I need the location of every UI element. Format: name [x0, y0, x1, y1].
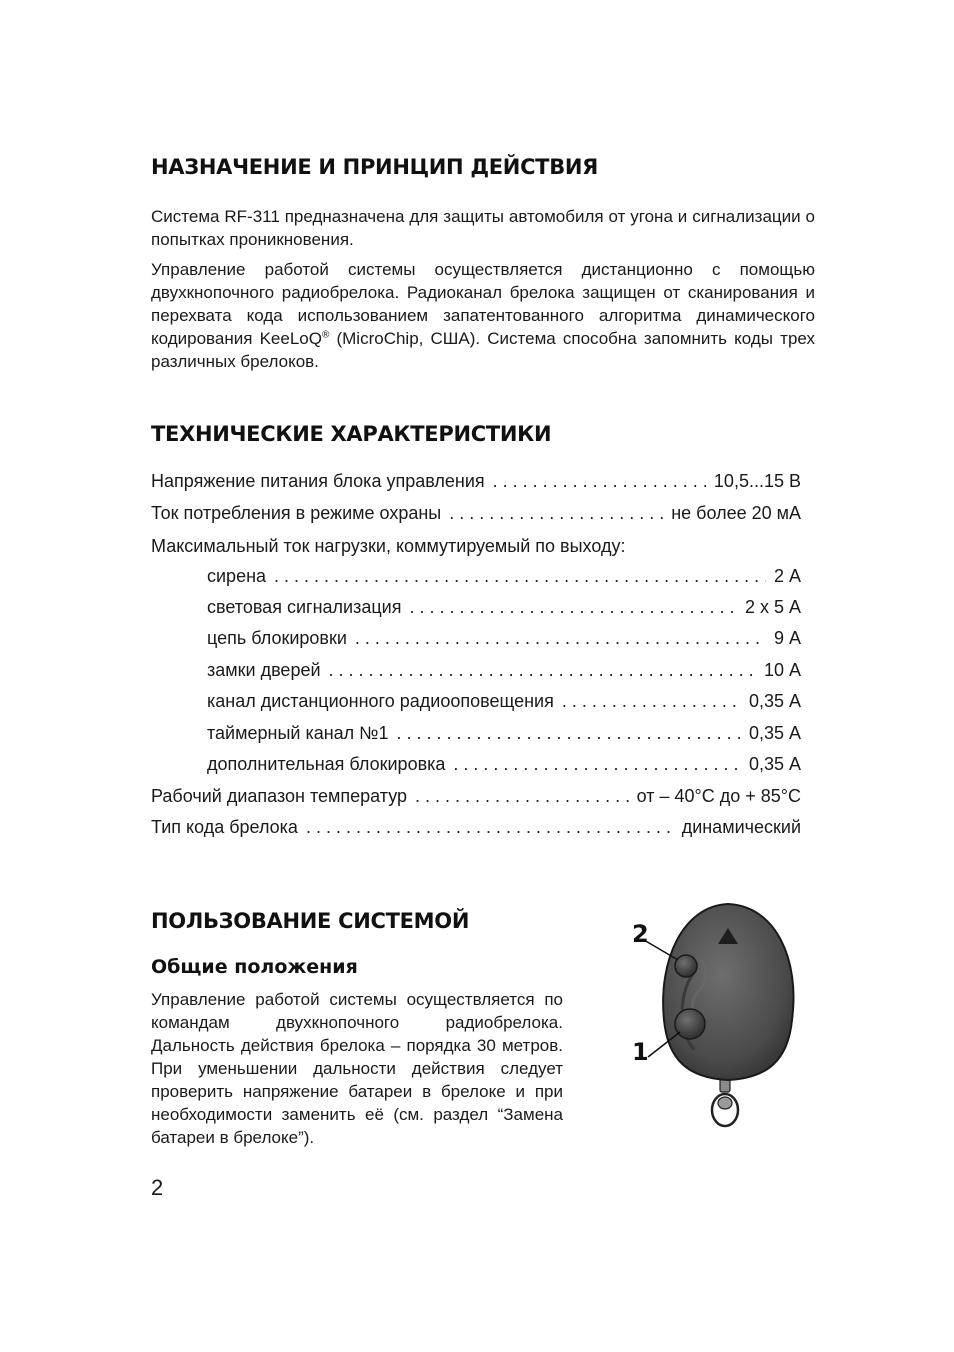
spec-value: 10 А	[763, 660, 801, 680]
spec-label: дополнительная блокировка	[207, 754, 446, 774]
spec-value: 10,5...15 В	[713, 471, 801, 491]
spec-label: таймерный канал №1	[207, 723, 389, 743]
spec-label: Рабочий диапазон температур	[151, 786, 408, 806]
spec-row-load	[207, 691, 801, 717]
spec-value: 2 А	[773, 566, 801, 586]
spec-value: от – 40°С до + 85°С	[636, 786, 801, 806]
paragraph-purpose: Система RF-311 предназначена для защиты автомобиля от угона и сигнализации о попытках проникновения.	[151, 207, 815, 249]
spec-row-load	[207, 723, 801, 749]
spec-row-load	[207, 660, 801, 686]
spec-row-load	[207, 566, 801, 592]
registered-mark: ®	[321, 329, 330, 341]
spec-value: не более 20 мА	[671, 503, 801, 523]
spec-row-load	[207, 628, 801, 654]
leader-dots	[306, 817, 674, 838]
button-2-icon	[675, 955, 697, 977]
paragraph-control-part2: (MicroChip, США). Система способна запомнить коды трех различных брелоков.	[151, 329, 815, 371]
leader-dots	[449, 503, 663, 524]
spec-value: 0,35 А	[748, 723, 801, 743]
leader-dots	[562, 691, 741, 712]
callout-label-1: 1	[632, 1038, 649, 1066]
paragraph-control-part1: Управление работой системы осуществляется дистанционно с помощью двухкнопочного радиобрелока. Радиоканал брелока защищен от сканирования и перехвата кода использованием запатентованного алгоритма динамического кодирования KeeLoQ	[151, 260, 815, 348]
leader-dots	[274, 566, 766, 587]
leader-dots	[409, 597, 737, 618]
leader-dots	[329, 660, 756, 681]
spec-row-code-type	[151, 817, 801, 843]
leader-dots	[355, 628, 766, 649]
leader-dots	[397, 723, 741, 744]
spec-value: динамический	[681, 817, 801, 837]
paragraph-control	[151, 258, 815, 373]
section-title-purpose: НАЗНАЧЕНИЕ И ПРИНЦИП ДЕЙСТВИЯ	[151, 155, 599, 179]
leader-dots	[453, 754, 741, 775]
spec-row-load	[207, 597, 801, 623]
spec-label: Напряжение питания блока управления	[151, 471, 485, 491]
spec-value: 0,35 А	[748, 754, 801, 774]
spec-value: 2 х 5 А	[744, 597, 801, 617]
section-title-usage: ПОЛЬЗОВАНИЕ СИСТЕМОЙ	[151, 909, 470, 933]
key-fob-illustration	[628, 900, 828, 1145]
spec-row-temperature	[151, 786, 801, 812]
leader-dots	[415, 786, 629, 807]
spec-label: световая сигнализация	[207, 597, 402, 617]
spec-value: 0,35 А	[748, 691, 801, 711]
paragraph-usage: Управление работой системы осуществляется по командам двухкнопочного радиобрелока. Дальность действия брелока – порядка 30 метров. При уменьшении дальности действия следует проверить напряжение батареи в брелоке и при необходимости заменить её (см. раздел “Замена батареи в брелоке”).	[151, 990, 563, 1147]
spec-label: канал дистанционного радиооповещения	[207, 691, 554, 711]
page-number: 2	[151, 1175, 164, 1200]
spec-value: 9 А	[773, 628, 801, 648]
spec-label: Ток потребления в режиме охраны	[151, 503, 442, 523]
leader-dots	[493, 471, 706, 492]
spec-max-load-intro: Максимальный ток нагрузки, коммутируемый по выходу:	[151, 536, 626, 556]
key-ring-icon	[712, 1078, 738, 1126]
section-title-specs: ТЕХНИЧЕСКИЕ ХАРАКТЕРИСТИКИ	[151, 422, 552, 446]
callout-label-2: 2	[632, 920, 649, 948]
spec-row-load	[207, 754, 801, 780]
spec-label: цепь блокировки	[207, 628, 347, 648]
spec-row-current	[151, 503, 801, 529]
spec-label: Тип кода брелока	[151, 817, 298, 837]
spec-row-voltage	[151, 471, 801, 497]
spec-label: сирена	[207, 566, 267, 586]
button-1-icon	[675, 1009, 705, 1039]
subsection-title-general: Общие положения	[151, 956, 358, 978]
spec-label: замки дверей	[207, 660, 321, 680]
